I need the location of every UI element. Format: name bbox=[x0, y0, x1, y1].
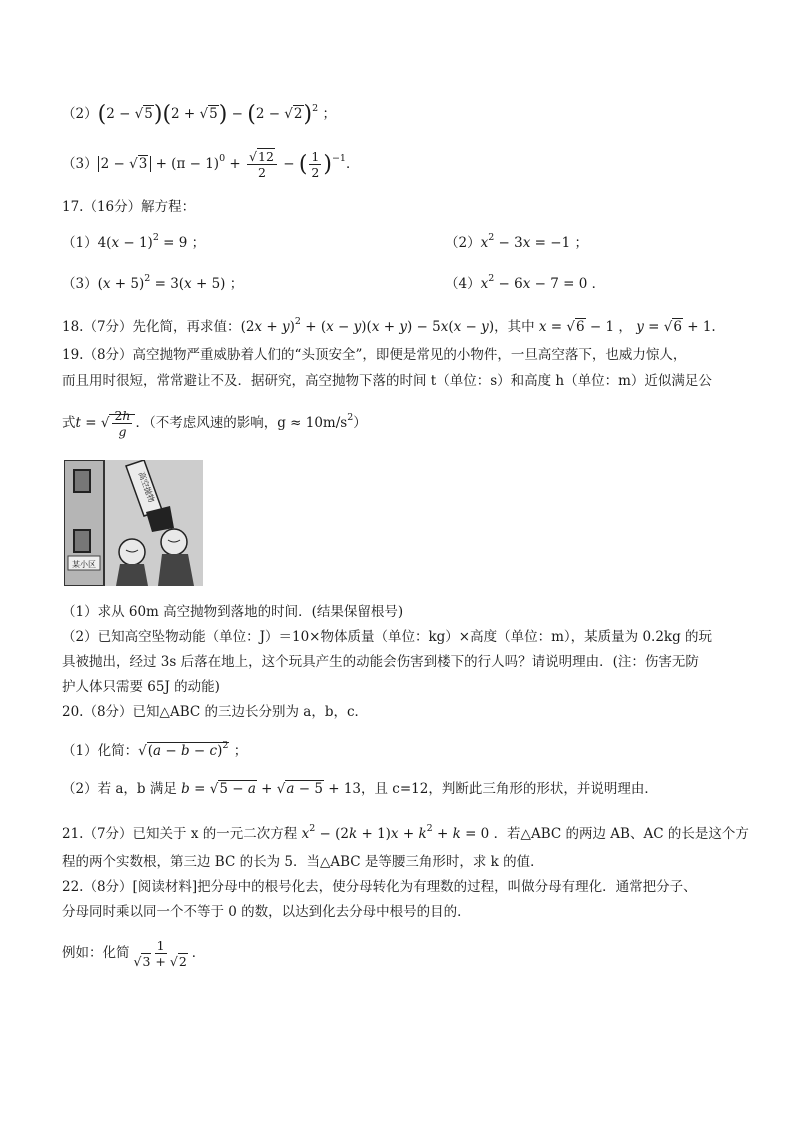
q16-part3: （3） $2 - √3 + (\pi - 1)^0$ + $\frac{√12}{2}$ − ( $\frac{1}{2}$ )$^{-1}$． bbox=[62, 149, 360, 180]
q18: 18.（7分）先化简，再求值：$(2x + y)^2 + (x - y)(x + y) - 5x(x - y)$，其中 x = √6 − 1 ， y = √6 + 1. bbox=[62, 316, 716, 335]
q21-equation: $x^2 - (2k + 1)x + k^2 + k = 0$ bbox=[301, 823, 494, 842]
q17-part2: $(2)x^2 - 3x = -1$ ； bbox=[445, 232, 588, 251]
q19-line3: 式t = √ $\frac{2h}{g}$ ．（不考虑风速的影响，$g \approx 10m/s^2$） bbox=[62, 408, 367, 439]
q16-part3-expr: $2 - √3 + (\pi - 1)^0$ + $\frac{√12}{2}$ − ( $\frac{1}{2}$ )$^{-1}$． bbox=[98, 156, 360, 172]
q20-part2-expr: b = √5 − a + √a − 5 + 13 bbox=[181, 781, 361, 797]
q16-part2-expr: $(2 - √5)(2 + √5) - (2 - √2)^2$ ； bbox=[97, 102, 336, 127]
q20-part1-expr: $√(a - b - c)^2$ ； bbox=[138, 740, 248, 759]
q17-eq1: $4(x - 1)^2 = 9$ ； bbox=[97, 232, 206, 251]
q22-example-expr: $\frac{1}{√3 + √2}$ bbox=[133, 938, 187, 969]
q17-row1: $(1)4(x - 1)^2 = 9$ ； $(2)x^2 - 3x = -1$ ； bbox=[62, 227, 754, 254]
q20-part2: （2）若 a，b 满足 b = √5 − a + √a − 5 + 13，且 c=12，判断此三角形的形状，并说明理由． bbox=[62, 781, 658, 797]
q20-part1: （1）化简：$√(a - b - c)^2$ ； bbox=[62, 740, 248, 759]
q21-line1: 21.（7分）已知关于 x 的一元二次方程 $x^2 - (2k + 1)x + k^2 + k = 0$ ．若△ABC 的两边 AB、AC 的长是这个方 bbox=[62, 823, 749, 842]
q19-line1: 19.（8分）高空抛物严重威胁着人们的“头顶安全”，即便是常见的小物件，一旦高空落下，也威力惊人， bbox=[62, 347, 687, 363]
q20-header: 20.（8分）已知△ABC 的三边长分别为 a，b，c． bbox=[62, 704, 369, 720]
q19-part2-line3: 护人体只需要 65J 的动能) bbox=[62, 679, 220, 695]
q17-header: 17.（16分）解方程： bbox=[62, 199, 196, 215]
q19-part2-line1: （2）已知高空坠物动能（单位：J）＝10×物体质量（单位：kg）×高度（单位：m），某质量为 0.2kg 的玩 bbox=[62, 629, 713, 645]
q21-line2: 程的两个实数根，第三边 BC 的长为 5．当△ABC 是等腰三角形时，求 k 的值． bbox=[62, 854, 544, 870]
q22-line1: 22.（8分）[阅读材料]把分母中的根号化去，使分母转化为有理数的过程，叫做分母有理化．通常把分子、 bbox=[62, 879, 697, 895]
q22-line2: 分母同时乘以同一个不等于 0 的数，以达到化去分母中根号的目的． bbox=[62, 904, 471, 920]
q18-expr: $(2x + y)^2 + (x - y)(x + y) - 5x(x - y)$ bbox=[240, 316, 495, 335]
q17-part4: $(4)x^2 - 6x - 7 = 0$ ． bbox=[445, 273, 606, 292]
q19-part1: （1）求从 60m 高空抛物到落地的时间．(结果保留根号) bbox=[62, 604, 404, 620]
q18-values: x = √6 − 1 ， y = √6 + 1 bbox=[538, 319, 712, 335]
q19-illustration bbox=[64, 460, 203, 586]
q16-part2: $(2)(2 - √5)(2 + √5) - (2 - √2)^2$ ； bbox=[62, 102, 336, 127]
q17-eq3: $(x + 5)^2 = 3(x + 5)$ ； bbox=[97, 273, 244, 292]
svg-text:高空抛物: 高空抛物 bbox=[136, 470, 157, 504]
q17-row2: $(3)(x + 5)^2 = 3(x + 5)$ ； $(4)x^2 - 6x - 7 = 0$ ． bbox=[62, 268, 754, 295]
q19-part2-line2: 具被抛出，经过 3s 后落在地上，这个玩具产生的动能会伤害到楼下的行人吗？请说明理由．(注：伤害无防 bbox=[62, 654, 699, 670]
q19-line2: 而且用时很短，常常避让不及．据研究，高空抛物下落的时间 t（单位：s）和高度 h（单位：m）近似满足公 bbox=[62, 373, 712, 389]
q17-eq4: $x^2 - 6x - 7 = 0$ ． bbox=[480, 273, 606, 292]
q17-eq2: $x^2 - 3x = -1$ ； bbox=[480, 232, 588, 251]
q19-formula: t = √ $\frac{2h}{g}$ bbox=[76, 414, 136, 431]
svg-text:某小区: 某小区 bbox=[72, 560, 96, 569]
q22-example: 例如：化简 $\frac{1}{√3 + √2}$ ． bbox=[62, 938, 206, 969]
